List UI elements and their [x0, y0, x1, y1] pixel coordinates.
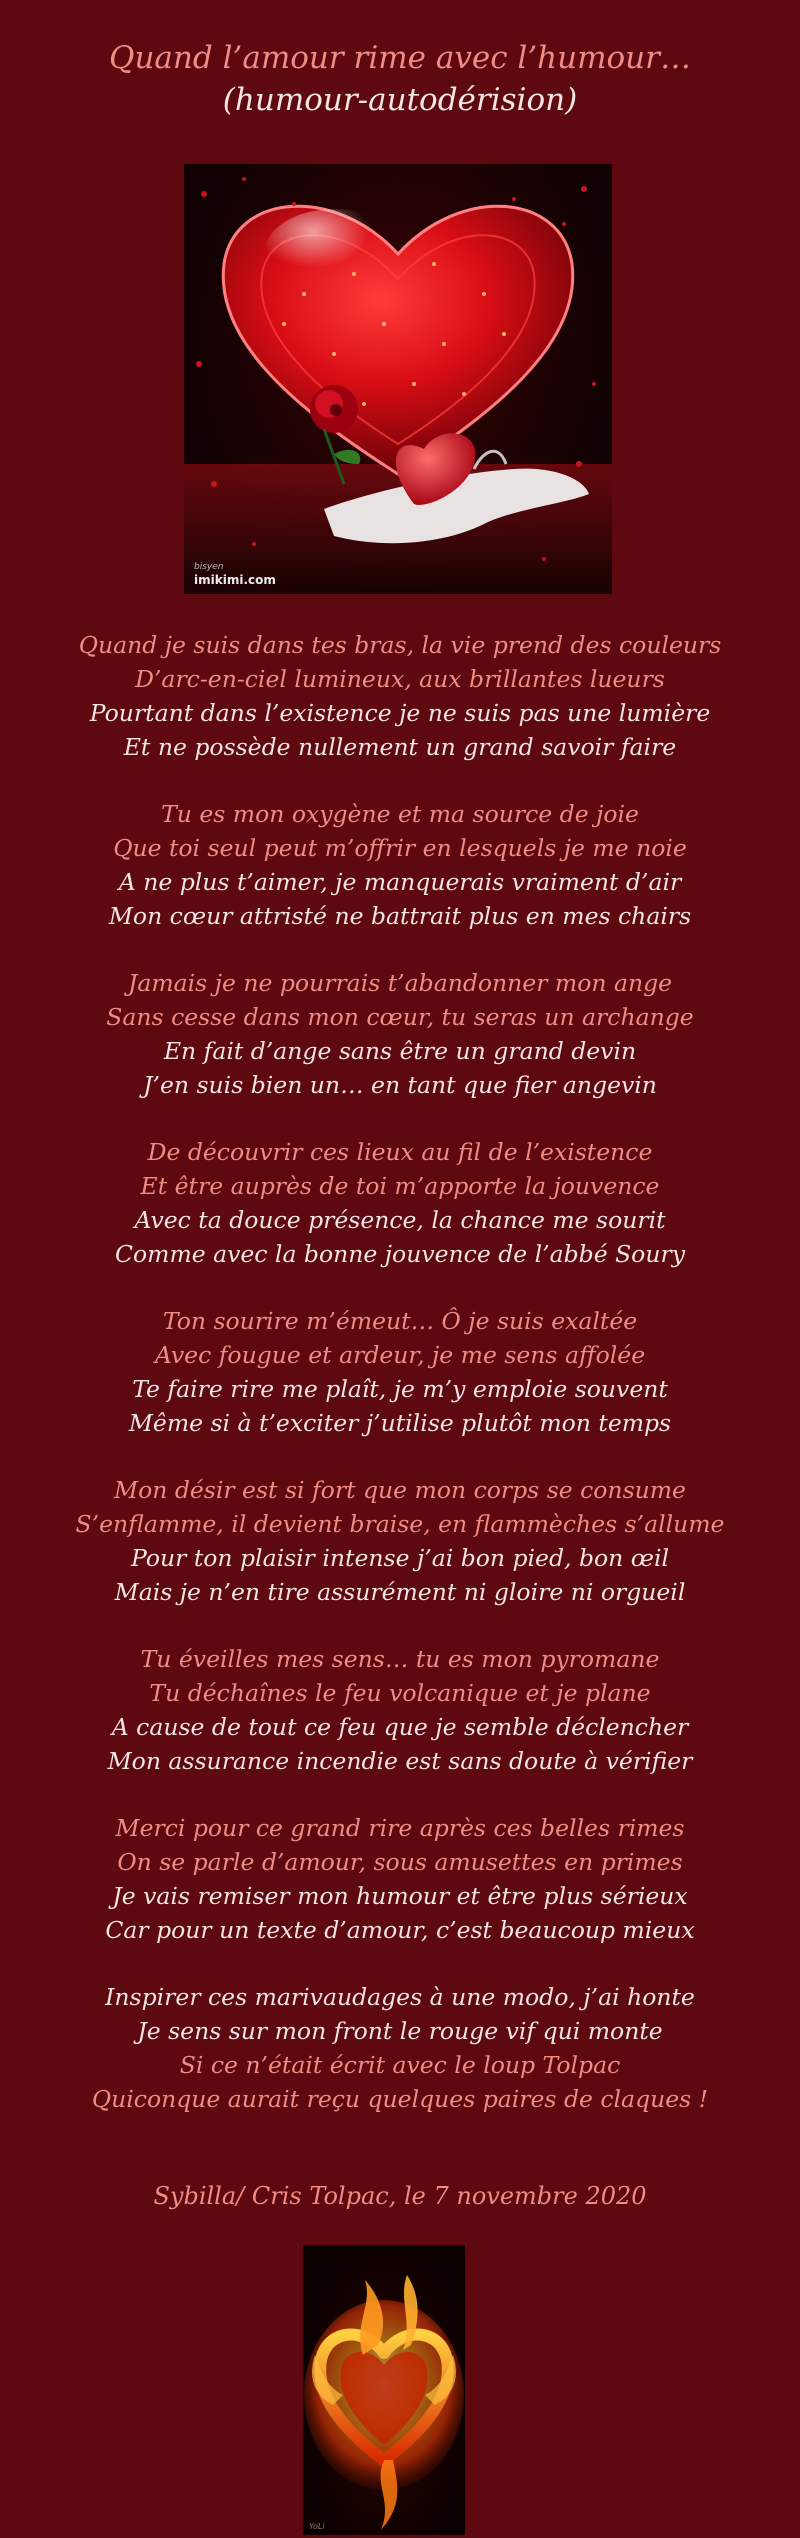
flaming-heart-image — [303, 2245, 465, 2535]
poem-line: Même si à t’exciter j’utilise plutôt mon temps — [128, 1409, 672, 1437]
watermark-imikimi: imikimi.com — [194, 573, 276, 587]
poem-line: Si ce n’était écrit avec le loup Tolpac — [179, 2051, 621, 2079]
poem-line: Inspirer ces marivaudages à une modo, j’ai honte — [105, 1983, 695, 2011]
poem-line: Avec ta douce présence, la chance me sourit — [134, 1206, 666, 1234]
stanza — [0, 1135, 800, 1271]
poem-line: Mon assurance incendie est sans doute à vérifier — [107, 1747, 693, 1775]
poem-line: A ne plus t’aimer, je manquerais vraiment d’air — [118, 868, 682, 896]
stanza — [0, 797, 800, 933]
heart-in-hand-image — [184, 164, 612, 594]
poem-line: Mon désir est si fort que mon corps se consume — [114, 1476, 686, 1504]
poem-line: Mais je n’en tire assurément ni gloire ni orgueil — [114, 1578, 686, 1606]
poem-subtitle: (humour-autodérision) — [222, 82, 578, 118]
poem-line: Comme avec la bonne jouvence de l’abbé Soury — [115, 1240, 685, 1268]
stanza — [0, 1980, 800, 2116]
poem-line: A cause de tout ce feu que je semble déclencher — [111, 1713, 689, 1741]
stanza — [0, 628, 800, 764]
poem-line: Te faire rire me plaît, je m’y emploie souvent — [132, 1375, 668, 1403]
poem-line: D’arc-en-ciel lumineux, aux brillantes lueurs — [135, 665, 665, 693]
poem-line: Merci pour ce grand rire après ces belles rimes — [115, 1814, 685, 1842]
stanza — [0, 966, 800, 1102]
watermark-bisyen: bisyen — [194, 562, 224, 572]
stanza — [0, 1642, 800, 1778]
watermark-yoli: YoLi — [309, 2522, 325, 2531]
poem-line: Tu es mon oxygène et ma source de joie — [161, 800, 639, 828]
flame-heart-illustration — [303, 2245, 465, 2535]
signature: Sybilla/ Cris Tolpac, le 7 novembre 2020 — [153, 2182, 647, 2210]
poem-line: Car pour un texte d’amour, c’est beaucoup mieux — [105, 1916, 695, 1944]
stanza — [0, 1811, 800, 1947]
stanza — [0, 1473, 800, 1609]
poem-line: Et ne possède nullement un grand savoir faire — [123, 733, 677, 761]
poem-line: On se parle d’amour, sous amusettes en primes — [117, 1848, 683, 1876]
poem-line: Et être auprès de toi m’apporte la jouvence — [140, 1172, 660, 1200]
poem-title: Quand l’amour rime avec l’humour… — [109, 40, 691, 76]
poem-line: Tu éveilles mes sens… tu es mon pyromane — [140, 1645, 660, 1673]
poem-line: Que toi seul peut m’offrir en lesquels je me noie — [113, 834, 687, 862]
poem-line: Quand je suis dans tes bras, la vie prend des couleurs — [78, 631, 722, 659]
poem-line: J’en suis bien un… en tant que fier angevin — [143, 1071, 657, 1099]
poem-line: Ton sourire m’émeut… Ô je suis exaltée — [162, 1307, 638, 1335]
poem-line: Tu déchaînes le feu volcanique et je plane — [149, 1679, 651, 1707]
poem-line: Pour ton plaisir intense j’ai bon pied, bon œil — [130, 1544, 670, 1572]
poem-body — [0, 628, 800, 2149]
heart-illustration — [184, 164, 612, 594]
poem-line: Avec fougue et ardeur, je me sens affolée — [154, 1341, 646, 1369]
poem-line: Pourtant dans l’existence je ne suis pas une lumière — [89, 699, 711, 727]
stanza — [0, 1304, 800, 1440]
poem-line: Sans cesse dans mon cœur, tu seras un archange — [106, 1003, 694, 1031]
poem-line: Mon cœur attristé ne battrait plus en mes chairs — [108, 902, 692, 930]
poem-line: Quiconque aurait reçu quelques paires de claques ! — [91, 2085, 709, 2113]
poem-line: De découvrir ces lieux au fil de l’existence — [147, 1138, 653, 1166]
poem-line: Jamais je ne pourrais t’abandonner mon ange — [127, 969, 673, 997]
poem-line: Je sens sur mon front le rouge vif qui monte — [137, 2017, 663, 2045]
poem-line: En fait d’ange sans être un grand devin — [163, 1037, 637, 1065]
poem-line: S’enflamme, il devient braise, en flammèches s’allume — [75, 1510, 725, 1538]
poem-line: Je vais remiser mon humour et être plus sérieux — [112, 1882, 688, 1910]
